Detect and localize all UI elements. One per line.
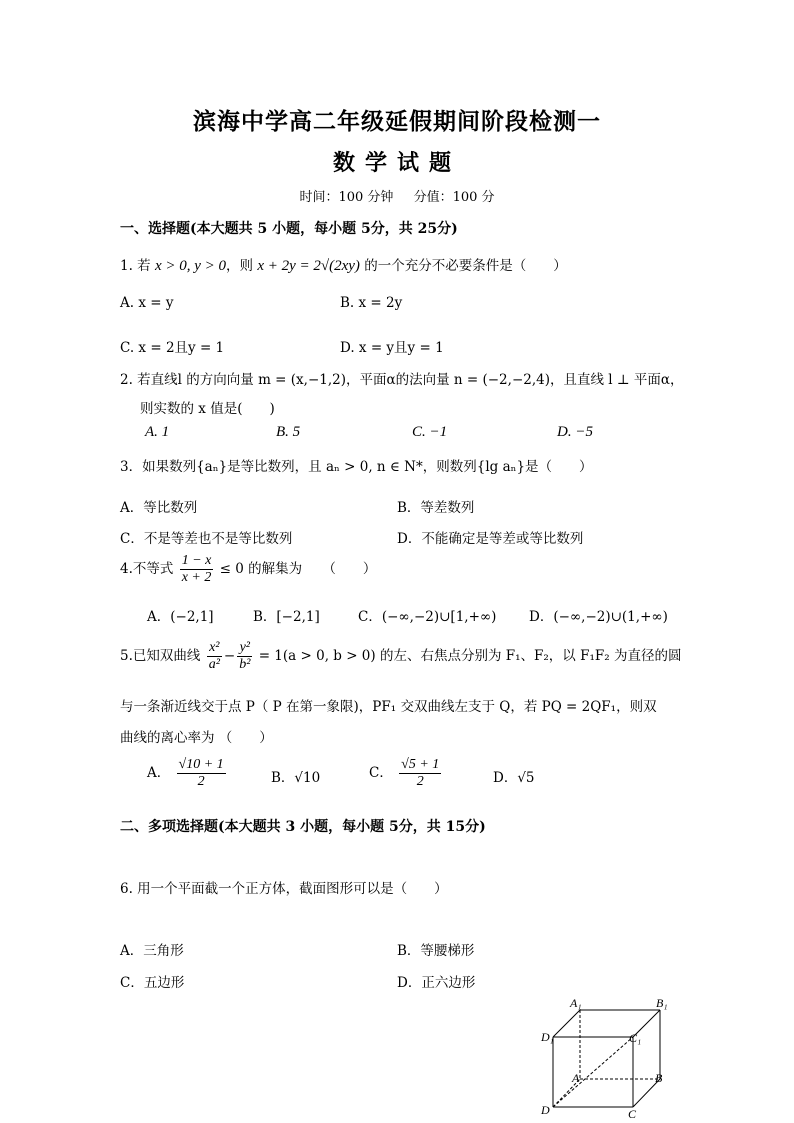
q3-option-c: C．不是等差也不是等比数列 — [120, 531, 293, 547]
q5-fraction-x-den: a² — [208, 657, 220, 672]
q5-fraction-y-den: b² — [239, 657, 251, 672]
label-c: C — [628, 1107, 637, 1120]
q1-option-d: D. x = y且y = 1 — [340, 340, 444, 356]
q2-option-a: A. 1 — [145, 424, 170, 440]
edge-d1-a1 — [553, 1010, 580, 1037]
q5-fraction-x — [207, 640, 222, 673]
q4-suffix: ≤ 0 的解集为 （ ） — [219, 561, 377, 577]
q4-option-c: C．(−∞,−2)∪[1,+∞) — [358, 609, 497, 625]
q6-option-d: D．正六边形 — [397, 975, 476, 991]
q4-numerator: 1 − x — [181, 553, 212, 568]
exam-subtitle: 数学试题 — [332, 150, 461, 176]
label-a: A — [572, 1071, 580, 1085]
label-d1: D₁ — [541, 1030, 554, 1044]
q5-option-a-den: 2 — [197, 774, 205, 789]
q5-fraction-x-num: x² — [207, 640, 222, 657]
q5-fraction-y — [237, 640, 252, 673]
q6-option-b: B．等腰梯形 — [397, 943, 475, 959]
q2-option-c: C. −1 — [412, 424, 448, 440]
section-1-heading: 一、选择题(本大题共 5 小题，每小题 5分，共 25分) — [120, 221, 458, 237]
q5-option-c — [369, 757, 443, 790]
exam-meta — [0, 186, 794, 205]
exam-time: 时间：100 分钟 — [299, 190, 394, 205]
q5-option-a — [147, 757, 228, 790]
q1-option-b: B. x = 2y — [340, 295, 403, 311]
q1-option-a: A. x = y — [120, 295, 174, 311]
q3-option-d: D．不能确定是等差或等比数列 — [397, 531, 584, 547]
q6-option-c: C．五边形 — [120, 975, 185, 991]
question-5-line3: 曲线的离心率为 （ ） — [120, 730, 273, 746]
q3-option-a: A．等比数列 — [120, 500, 198, 516]
label-a1: A₁ — [570, 996, 582, 1010]
exam-score: 分值：100 分 — [413, 190, 495, 205]
q4-denominator: x + 2 — [181, 570, 212, 585]
q5-option-a-fraction — [177, 757, 226, 790]
question-5-line1: 5.已知双曲线 $\frac{\text{x²}}{\text{a²}}$ − $\frac{\text{y²}}{\text{b²}}$ = 1(a > 0, b > 0) 的左、右焦点分别为 F₁、F₂，以 F₁F₂ 为直径的圆 — [120, 640, 682, 672]
q5-prefix: 5.已知双曲线 — [120, 648, 201, 664]
q1-suffix: 的一个充分不必要条件是（ ） — [364, 258, 567, 274]
q1-prefix: 1. 若 — [120, 258, 151, 274]
q4-option-b: B．[−2,1] — [253, 609, 320, 625]
q5-line1-rest: = 1(a > 0, b > 0) 的左、右焦点分别为 F₁、F₂，以 F₁F₂ 为直径的圆 — [258, 648, 682, 664]
q5-option-a-num: √10 + 1 — [178, 757, 224, 772]
q2-option-b: B. 5 — [276, 424, 301, 440]
q5-option-c-num: √5 + 1 — [401, 757, 440, 772]
question-1 — [120, 254, 567, 275]
q4-option-a: A．(−2,1] — [147, 609, 214, 625]
label-b: B — [655, 1071, 663, 1085]
question-2-line2: 则实数的 x 值是( ) — [140, 401, 275, 417]
label-c1: C₁ — [629, 1031, 642, 1045]
section-2-heading: 二、多项选择题(本大题共 3 小题，每小题 5分，共 15分) — [120, 819, 486, 835]
label-d: D — [541, 1103, 550, 1117]
q5-option-b: B．√10 — [271, 770, 321, 786]
exam-title: 滨海中学高二年级延假期间阶段检测一 — [193, 108, 601, 135]
q1-condition: x > 0, y > 0 — [154, 258, 227, 274]
q4-option-d: D．(−∞,−2)∪(1,+∞) — [529, 609, 668, 625]
q4-prefix: 4.不等式 — [120, 561, 174, 577]
q1-option-c: C. x = 2且y = 1 — [120, 340, 225, 356]
diagonal-d-c1 — [553, 1037, 633, 1107]
q5-option-c-label: C． — [369, 765, 393, 781]
cube-diagram — [535, 995, 675, 1120]
q5-option-c-fraction — [399, 757, 441, 790]
question-2-line1: 2. 若直线l 的方向向量 m = (x,−1,2)，平面α的法向量 n = (−2,−2,4)，且直线 l ⊥ 平面α， — [120, 372, 684, 388]
q1-equation: x + 2y = 2√(2xy) — [257, 258, 360, 274]
q5-option-d: D．√5 — [493, 770, 535, 786]
q1-mid: ，则 — [226, 258, 254, 274]
q5-option-c-den: 2 — [416, 774, 424, 789]
q5-option-a-label: A． — [147, 765, 171, 781]
q3-option-b: B．等差数列 — [397, 500, 475, 516]
question-3: 3．如果数列{aₙ}是等比数列，且 aₙ > 0, n ∈ N*，则数列{lg aₙ}是（ ） — [120, 459, 593, 475]
question-5-line2: 与一条渐近线交于点 P（ P 在第一象限)，PF₁ 交双曲线左支于 Q，若 PQ = 2QF₁，则双 — [120, 699, 657, 715]
question-6: 6. 用一个平面截一个正方体，截面图形可以是（ ） — [120, 881, 448, 897]
q2-option-d: D. −5 — [557, 424, 593, 440]
question-4 — [120, 553, 376, 586]
label-b1: B₁ — [656, 996, 668, 1010]
q4-fraction — [180, 553, 214, 586]
q6-option-a: A．三角形 — [120, 943, 184, 959]
q5-fraction-y-num: y² — [237, 640, 252, 657]
